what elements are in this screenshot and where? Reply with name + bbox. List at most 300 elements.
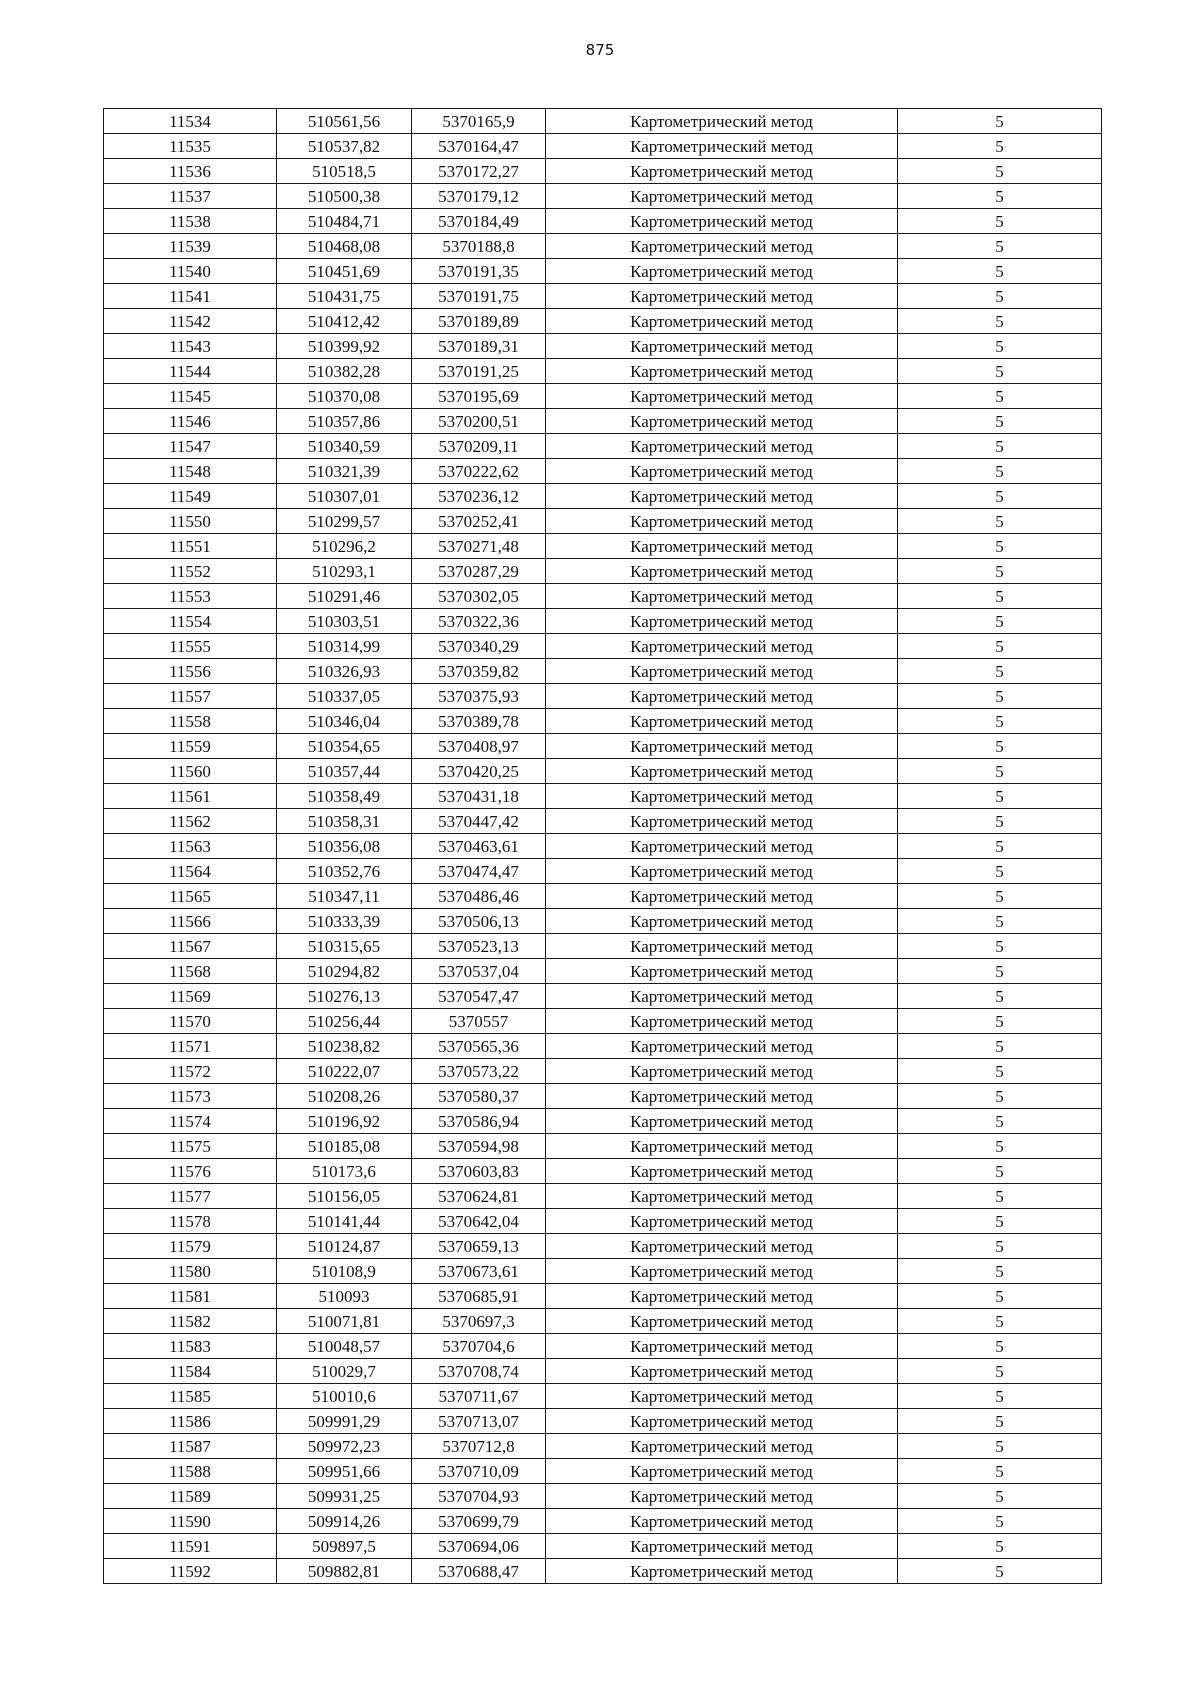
method-cell: Картометрический метод xyxy=(546,984,898,1009)
method-cell: Картометрический метод xyxy=(546,1484,898,1509)
method-cell: Картометрический метод xyxy=(546,809,898,834)
accuracy-cell: 5 xyxy=(898,584,1102,609)
x-coordinate-cell: 510500,38 xyxy=(277,184,412,209)
point-number-cell: 11573 xyxy=(104,1084,277,1109)
y-coordinate-cell: 5370191,35 xyxy=(412,259,546,284)
point-number-cell: 11579 xyxy=(104,1234,277,1259)
method-cell: Картометрический метод xyxy=(546,1084,898,1109)
table-row xyxy=(104,1009,1102,1034)
point-number-cell: 11589 xyxy=(104,1484,277,1509)
coordinates-table xyxy=(103,108,1102,1584)
table-row xyxy=(104,334,1102,359)
accuracy-cell: 5 xyxy=(898,159,1102,184)
point-number-cell: 11551 xyxy=(104,534,277,559)
accuracy-cell: 5 xyxy=(898,1284,1102,1309)
method-cell: Картометрический метод xyxy=(546,934,898,959)
table-row xyxy=(104,109,1102,134)
x-coordinate-cell: 510337,05 xyxy=(277,684,412,709)
point-number-cell: 11582 xyxy=(104,1309,277,1334)
accuracy-cell: 5 xyxy=(898,1559,1102,1584)
method-cell: Картометрический метод xyxy=(546,1184,898,1209)
table-row xyxy=(104,1434,1102,1459)
x-coordinate-cell: 510124,87 xyxy=(277,1234,412,1259)
y-coordinate-cell: 5370594,98 xyxy=(412,1134,546,1159)
y-coordinate-cell: 5370642,04 xyxy=(412,1209,546,1234)
table-row xyxy=(104,1459,1102,1484)
x-coordinate-cell: 510256,44 xyxy=(277,1009,412,1034)
accuracy-cell: 5 xyxy=(898,1009,1102,1034)
accuracy-cell: 5 xyxy=(898,1334,1102,1359)
x-coordinate-cell: 510071,81 xyxy=(277,1309,412,1334)
method-cell: Картометрический метод xyxy=(546,884,898,909)
x-coordinate-cell: 510358,31 xyxy=(277,809,412,834)
x-coordinate-cell: 510108,9 xyxy=(277,1259,412,1284)
y-coordinate-cell: 5370580,37 xyxy=(412,1084,546,1109)
y-coordinate-cell: 5370708,74 xyxy=(412,1359,546,1384)
x-coordinate-cell: 510294,82 xyxy=(277,959,412,984)
point-number-cell: 11549 xyxy=(104,484,277,509)
accuracy-cell: 5 xyxy=(898,134,1102,159)
table-row xyxy=(104,684,1102,709)
method-cell: Картометрический метод xyxy=(546,1009,898,1034)
table-row xyxy=(104,559,1102,584)
accuracy-cell: 5 xyxy=(898,1209,1102,1234)
accuracy-cell: 5 xyxy=(898,609,1102,634)
accuracy-cell: 5 xyxy=(898,1309,1102,1334)
y-coordinate-cell: 5370189,89 xyxy=(412,309,546,334)
x-coordinate-cell: 510291,46 xyxy=(277,584,412,609)
point-number-cell: 11558 xyxy=(104,709,277,734)
x-coordinate-cell: 510048,57 xyxy=(277,1334,412,1359)
table-row xyxy=(104,234,1102,259)
method-cell: Картометрический метод xyxy=(546,234,898,259)
method-cell: Картометрический метод xyxy=(546,1284,898,1309)
table-row xyxy=(104,934,1102,959)
y-coordinate-cell: 5370673,61 xyxy=(412,1259,546,1284)
x-coordinate-cell: 509951,66 xyxy=(277,1459,412,1484)
accuracy-cell: 5 xyxy=(898,834,1102,859)
table-row xyxy=(104,1384,1102,1409)
accuracy-cell: 5 xyxy=(898,434,1102,459)
method-cell: Картометрический метод xyxy=(546,1359,898,1384)
point-number-cell: 11564 xyxy=(104,859,277,884)
accuracy-cell: 5 xyxy=(898,1259,1102,1284)
table-row xyxy=(104,1209,1102,1234)
point-number-cell: 11592 xyxy=(104,1559,277,1584)
y-coordinate-cell: 5370375,93 xyxy=(412,684,546,709)
point-number-cell: 11543 xyxy=(104,334,277,359)
point-number-cell: 11583 xyxy=(104,1334,277,1359)
accuracy-cell: 5 xyxy=(898,734,1102,759)
x-coordinate-cell: 510321,39 xyxy=(277,459,412,484)
accuracy-cell: 5 xyxy=(898,334,1102,359)
point-number-cell: 11539 xyxy=(104,234,277,259)
x-coordinate-cell: 509914,26 xyxy=(277,1509,412,1534)
y-coordinate-cell: 5370697,3 xyxy=(412,1309,546,1334)
method-cell: Картометрический метод xyxy=(546,684,898,709)
y-coordinate-cell: 5370557 xyxy=(412,1009,546,1034)
y-coordinate-cell: 5370236,12 xyxy=(412,484,546,509)
table-row xyxy=(104,1184,1102,1209)
x-coordinate-cell: 510537,82 xyxy=(277,134,412,159)
x-coordinate-cell: 509972,23 xyxy=(277,1434,412,1459)
method-cell: Картометрический метод xyxy=(546,309,898,334)
method-cell: Картометрический метод xyxy=(546,359,898,384)
accuracy-cell: 5 xyxy=(898,1459,1102,1484)
x-coordinate-cell: 510010,6 xyxy=(277,1384,412,1409)
accuracy-cell: 5 xyxy=(898,1134,1102,1159)
table-row xyxy=(104,384,1102,409)
method-cell: Картометрический метод xyxy=(546,459,898,484)
table-row xyxy=(104,909,1102,934)
table-row xyxy=(104,1234,1102,1259)
accuracy-cell: 5 xyxy=(898,1409,1102,1434)
table-row xyxy=(104,259,1102,284)
point-number-cell: 11556 xyxy=(104,659,277,684)
method-cell: Картометрический метод xyxy=(546,1109,898,1134)
x-coordinate-cell: 510315,65 xyxy=(277,934,412,959)
x-coordinate-cell: 509991,29 xyxy=(277,1409,412,1434)
y-coordinate-cell: 5370408,97 xyxy=(412,734,546,759)
accuracy-cell: 5 xyxy=(898,234,1102,259)
accuracy-cell: 5 xyxy=(898,884,1102,909)
accuracy-cell: 5 xyxy=(898,709,1102,734)
table-row xyxy=(104,1159,1102,1184)
accuracy-cell: 5 xyxy=(898,934,1102,959)
table-row xyxy=(104,1284,1102,1309)
y-coordinate-cell: 5370474,47 xyxy=(412,859,546,884)
accuracy-cell: 5 xyxy=(898,1234,1102,1259)
point-number-cell: 11587 xyxy=(104,1434,277,1459)
table-row xyxy=(104,359,1102,384)
y-coordinate-cell: 5370547,47 xyxy=(412,984,546,1009)
y-coordinate-cell: 5370271,48 xyxy=(412,534,546,559)
method-cell: Картометрический метод xyxy=(546,1259,898,1284)
point-number-cell: 11553 xyxy=(104,584,277,609)
point-number-cell: 11540 xyxy=(104,259,277,284)
table-row xyxy=(104,159,1102,184)
point-number-cell: 11584 xyxy=(104,1359,277,1384)
x-coordinate-cell: 510293,1 xyxy=(277,559,412,584)
method-cell: Картометрический метод xyxy=(546,1459,898,1484)
method-cell: Картометрический метод xyxy=(546,284,898,309)
method-cell: Картометрический метод xyxy=(546,709,898,734)
accuracy-cell: 5 xyxy=(898,209,1102,234)
point-number-cell: 11568 xyxy=(104,959,277,984)
accuracy-cell: 5 xyxy=(898,1034,1102,1059)
x-coordinate-cell: 510314,99 xyxy=(277,634,412,659)
table-row xyxy=(104,459,1102,484)
accuracy-cell: 5 xyxy=(898,109,1102,134)
y-coordinate-cell: 5370603,83 xyxy=(412,1159,546,1184)
point-number-cell: 11578 xyxy=(104,1209,277,1234)
method-cell: Картометрический метод xyxy=(546,834,898,859)
point-number-cell: 11536 xyxy=(104,159,277,184)
method-cell: Картометрический метод xyxy=(546,784,898,809)
point-number-cell: 11555 xyxy=(104,634,277,659)
y-coordinate-cell: 5370287,29 xyxy=(412,559,546,584)
x-coordinate-cell: 510346,04 xyxy=(277,709,412,734)
method-cell: Картометрический метод xyxy=(546,559,898,584)
y-coordinate-cell: 5370172,27 xyxy=(412,159,546,184)
method-cell: Картометрический метод xyxy=(546,434,898,459)
point-number-cell: 11534 xyxy=(104,109,277,134)
method-cell: Картометрический метод xyxy=(546,1209,898,1234)
accuracy-cell: 5 xyxy=(898,909,1102,934)
y-coordinate-cell: 5370685,91 xyxy=(412,1284,546,1309)
y-coordinate-cell: 5370712,8 xyxy=(412,1434,546,1459)
coordinates-table-body xyxy=(104,109,1102,1584)
table-row xyxy=(104,1559,1102,1584)
y-coordinate-cell: 5370184,49 xyxy=(412,209,546,234)
method-cell: Картометрический метод xyxy=(546,1159,898,1184)
y-coordinate-cell: 5370704,93 xyxy=(412,1484,546,1509)
point-number-cell: 11571 xyxy=(104,1034,277,1059)
table-row xyxy=(104,1334,1102,1359)
accuracy-cell: 5 xyxy=(898,509,1102,534)
table-row xyxy=(104,859,1102,884)
table-row xyxy=(104,434,1102,459)
x-coordinate-cell: 509882,81 xyxy=(277,1559,412,1584)
accuracy-cell: 5 xyxy=(898,784,1102,809)
table-row xyxy=(104,1534,1102,1559)
method-cell: Картометрический метод xyxy=(546,484,898,509)
method-cell: Картометрический метод xyxy=(546,1234,898,1259)
y-coordinate-cell: 5370195,69 xyxy=(412,384,546,409)
method-cell: Картометрический метод xyxy=(546,659,898,684)
point-number-cell: 11548 xyxy=(104,459,277,484)
x-coordinate-cell: 510484,71 xyxy=(277,209,412,234)
x-coordinate-cell: 510561,56 xyxy=(277,109,412,134)
x-coordinate-cell: 509931,25 xyxy=(277,1484,412,1509)
table-row xyxy=(104,1109,1102,1134)
x-coordinate-cell: 510357,86 xyxy=(277,409,412,434)
x-coordinate-cell: 510196,92 xyxy=(277,1109,412,1134)
x-coordinate-cell: 510208,26 xyxy=(277,1084,412,1109)
accuracy-cell: 5 xyxy=(898,459,1102,484)
accuracy-cell: 5 xyxy=(898,859,1102,884)
x-coordinate-cell: 510412,42 xyxy=(277,309,412,334)
table-row xyxy=(104,409,1102,434)
method-cell: Картометрический метод xyxy=(546,534,898,559)
method-cell: Картометрический метод xyxy=(546,259,898,284)
x-coordinate-cell: 510303,51 xyxy=(277,609,412,634)
accuracy-cell: 5 xyxy=(898,384,1102,409)
y-coordinate-cell: 5370523,13 xyxy=(412,934,546,959)
y-coordinate-cell: 5370699,79 xyxy=(412,1509,546,1534)
point-number-cell: 11538 xyxy=(104,209,277,234)
point-number-cell: 11570 xyxy=(104,1009,277,1034)
x-coordinate-cell: 510356,08 xyxy=(277,834,412,859)
accuracy-cell: 5 xyxy=(898,1359,1102,1384)
y-coordinate-cell: 5370463,61 xyxy=(412,834,546,859)
table-row xyxy=(104,1059,1102,1084)
table-row xyxy=(104,284,1102,309)
x-coordinate-cell: 510307,01 xyxy=(277,484,412,509)
method-cell: Картометрический метод xyxy=(546,209,898,234)
accuracy-cell: 5 xyxy=(898,359,1102,384)
y-coordinate-cell: 5370191,25 xyxy=(412,359,546,384)
x-coordinate-cell: 510333,39 xyxy=(277,909,412,934)
point-number-cell: 11562 xyxy=(104,809,277,834)
table-row xyxy=(104,959,1102,984)
table-row xyxy=(104,734,1102,759)
y-coordinate-cell: 5370586,94 xyxy=(412,1109,546,1134)
y-coordinate-cell: 5370179,12 xyxy=(412,184,546,209)
table-row xyxy=(104,1134,1102,1159)
table-row xyxy=(104,634,1102,659)
method-cell: Картометрический метод xyxy=(546,1559,898,1584)
method-cell: Картометрический метод xyxy=(546,959,898,984)
method-cell: Картометрический метод xyxy=(546,159,898,184)
point-number-cell: 11552 xyxy=(104,559,277,584)
y-coordinate-cell: 5370506,13 xyxy=(412,909,546,934)
point-number-cell: 11586 xyxy=(104,1409,277,1434)
accuracy-cell: 5 xyxy=(898,759,1102,784)
table-row xyxy=(104,709,1102,734)
table-row xyxy=(104,884,1102,909)
y-coordinate-cell: 5370188,8 xyxy=(412,234,546,259)
y-coordinate-cell: 5370624,81 xyxy=(412,1184,546,1209)
x-coordinate-cell: 510431,75 xyxy=(277,284,412,309)
y-coordinate-cell: 5370389,78 xyxy=(412,709,546,734)
point-number-cell: 11550 xyxy=(104,509,277,534)
point-number-cell: 11590 xyxy=(104,1509,277,1534)
point-number-cell: 11547 xyxy=(104,434,277,459)
point-number-cell: 11574 xyxy=(104,1109,277,1134)
table-row xyxy=(104,509,1102,534)
y-coordinate-cell: 5370447,42 xyxy=(412,809,546,834)
point-number-cell: 11575 xyxy=(104,1134,277,1159)
y-coordinate-cell: 5370713,07 xyxy=(412,1409,546,1434)
x-coordinate-cell: 510326,93 xyxy=(277,659,412,684)
method-cell: Картометрический метод xyxy=(546,909,898,934)
table-row xyxy=(104,834,1102,859)
accuracy-cell: 5 xyxy=(898,1084,1102,1109)
x-coordinate-cell: 510185,08 xyxy=(277,1134,412,1159)
x-coordinate-cell: 510222,07 xyxy=(277,1059,412,1084)
table-row xyxy=(104,759,1102,784)
table-row xyxy=(104,1359,1102,1384)
accuracy-cell: 5 xyxy=(898,409,1102,434)
y-coordinate-cell: 5370711,67 xyxy=(412,1384,546,1409)
method-cell: Картометрический метод xyxy=(546,609,898,634)
point-number-cell: 11563 xyxy=(104,834,277,859)
table-row xyxy=(104,809,1102,834)
x-coordinate-cell: 510468,08 xyxy=(277,234,412,259)
x-coordinate-cell: 510141,44 xyxy=(277,1209,412,1234)
point-number-cell: 11580 xyxy=(104,1259,277,1284)
y-coordinate-cell: 5370537,04 xyxy=(412,959,546,984)
accuracy-cell: 5 xyxy=(898,184,1102,209)
accuracy-cell: 5 xyxy=(898,1509,1102,1534)
accuracy-cell: 5 xyxy=(898,309,1102,334)
point-number-cell: 11542 xyxy=(104,309,277,334)
x-coordinate-cell: 510352,76 xyxy=(277,859,412,884)
point-number-cell: 11546 xyxy=(104,409,277,434)
table-row xyxy=(104,1409,1102,1434)
method-cell: Картометрический метод xyxy=(546,584,898,609)
table-row xyxy=(104,1259,1102,1284)
method-cell: Картометрический метод xyxy=(546,384,898,409)
x-coordinate-cell: 510354,65 xyxy=(277,734,412,759)
point-number-cell: 11576 xyxy=(104,1159,277,1184)
x-coordinate-cell: 510370,08 xyxy=(277,384,412,409)
x-coordinate-cell: 510276,13 xyxy=(277,984,412,1009)
x-coordinate-cell: 510296,2 xyxy=(277,534,412,559)
y-coordinate-cell: 5370200,51 xyxy=(412,409,546,434)
y-coordinate-cell: 5370165,9 xyxy=(412,109,546,134)
accuracy-cell: 5 xyxy=(898,959,1102,984)
x-coordinate-cell: 510358,49 xyxy=(277,784,412,809)
y-coordinate-cell: 5370322,36 xyxy=(412,609,546,634)
y-coordinate-cell: 5370189,31 xyxy=(412,334,546,359)
point-number-cell: 11591 xyxy=(104,1534,277,1559)
x-coordinate-cell: 510451,69 xyxy=(277,259,412,284)
x-coordinate-cell: 510382,28 xyxy=(277,359,412,384)
point-number-cell: 11567 xyxy=(104,934,277,959)
table-row xyxy=(104,584,1102,609)
y-coordinate-cell: 5370486,46 xyxy=(412,884,546,909)
point-number-cell: 11572 xyxy=(104,1059,277,1084)
y-coordinate-cell: 5370340,29 xyxy=(412,634,546,659)
y-coordinate-cell: 5370252,41 xyxy=(412,509,546,534)
accuracy-cell: 5 xyxy=(898,1059,1102,1084)
point-number-cell: 11557 xyxy=(104,684,277,709)
table-row xyxy=(104,984,1102,1009)
y-coordinate-cell: 5370420,25 xyxy=(412,759,546,784)
point-number-cell: 11565 xyxy=(104,884,277,909)
method-cell: Картометрический метод xyxy=(546,134,898,159)
accuracy-cell: 5 xyxy=(898,1484,1102,1509)
method-cell: Картометрический метод xyxy=(546,1309,898,1334)
method-cell: Картометрический метод xyxy=(546,1034,898,1059)
point-number-cell: 11541 xyxy=(104,284,277,309)
point-number-cell: 11585 xyxy=(104,1384,277,1409)
page-number: 875 xyxy=(585,41,615,59)
method-cell: Картометрический метод xyxy=(546,1059,898,1084)
x-coordinate-cell: 510173,6 xyxy=(277,1159,412,1184)
point-number-cell: 11544 xyxy=(104,359,277,384)
table-row xyxy=(104,534,1102,559)
point-number-cell: 11554 xyxy=(104,609,277,634)
point-number-cell: 11581 xyxy=(104,1284,277,1309)
y-coordinate-cell: 5370694,06 xyxy=(412,1534,546,1559)
x-coordinate-cell: 510093 xyxy=(277,1284,412,1309)
accuracy-cell: 5 xyxy=(898,1434,1102,1459)
table-row xyxy=(104,1309,1102,1334)
point-number-cell: 11545 xyxy=(104,384,277,409)
x-coordinate-cell: 510357,44 xyxy=(277,759,412,784)
method-cell: Картометрический метод xyxy=(546,1134,898,1159)
y-coordinate-cell: 5370688,47 xyxy=(412,1559,546,1584)
accuracy-cell: 5 xyxy=(898,559,1102,584)
method-cell: Картометрический метод xyxy=(546,634,898,659)
accuracy-cell: 5 xyxy=(898,259,1102,284)
method-cell: Картометрический метод xyxy=(546,334,898,359)
accuracy-cell: 5 xyxy=(898,984,1102,1009)
accuracy-cell: 5 xyxy=(898,1109,1102,1134)
method-cell: Картометрический метод xyxy=(546,109,898,134)
y-coordinate-cell: 5370222,62 xyxy=(412,459,546,484)
y-coordinate-cell: 5370164,47 xyxy=(412,134,546,159)
point-number-cell: 11588 xyxy=(104,1459,277,1484)
method-cell: Картометрический метод xyxy=(546,1534,898,1559)
method-cell: Картометрический метод xyxy=(546,509,898,534)
method-cell: Картометрический метод xyxy=(546,409,898,434)
x-coordinate-cell: 510156,05 xyxy=(277,1184,412,1209)
y-coordinate-cell: 5370573,22 xyxy=(412,1059,546,1084)
